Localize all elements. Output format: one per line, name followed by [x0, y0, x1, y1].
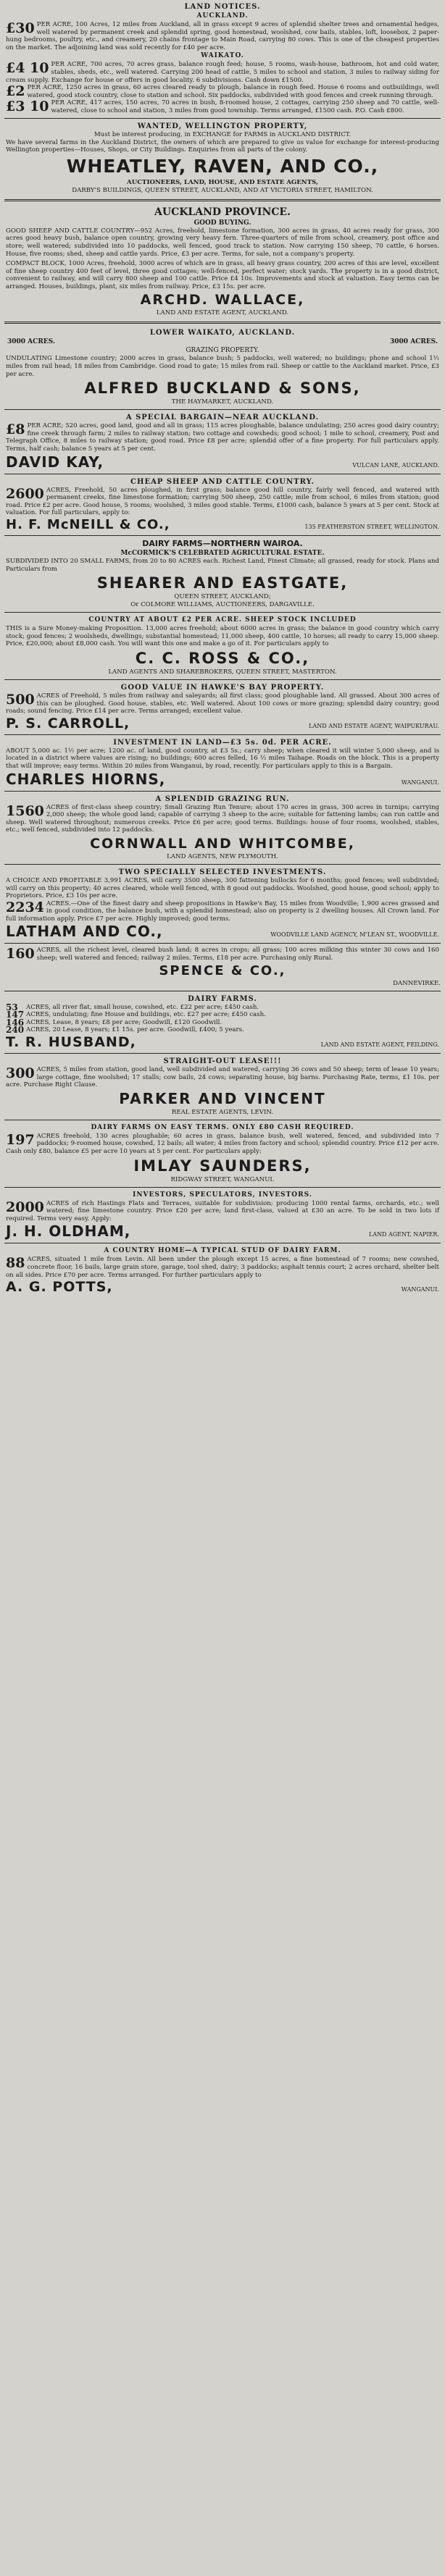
- oldham-addr: LAND AGENT, NAPIER.: [368, 1231, 439, 1238]
- dairy-list-header: DAIRY FARMS.: [188, 994, 257, 1003]
- shearer-sub2: Or COLMORE WILLIAMS, AUCTIONEERS, DARGAVILLE.: [130, 601, 315, 609]
- cornwall-firm: CORNWALL AND WHITCOMBE,: [90, 835, 355, 852]
- divider: [4, 943, 441, 944]
- imlay-firm: IMLAY SAUNDERS,: [133, 1157, 312, 1175]
- divider: [4, 734, 441, 735]
- hawkes-bay-acres: 500: [6, 691, 35, 708]
- kay-signature: [6, 453, 439, 471]
- hiorns-addr: WANGANUI.: [401, 779, 439, 786]
- potts-signature: [6, 1279, 439, 1295]
- land-ad-2-price: £4 10: [6, 60, 49, 77]
- two-investments-ad: 2234 ACRES.—One of the finest dairy and sheep propositions in Hawke's Bay, 15 miles from Woodville; 1,900 acres grassed and in good condition, the balance bush, with a splendid homestead; also on property is 2 dwelling houses. All Crown land. For full information apply. Price £7 per acre. Highly improved; good terms.: [6, 899, 439, 923]
- divider: [4, 791, 441, 792]
- divider: [4, 1053, 441, 1054]
- spence-firm: SPENCE & CO.,: [159, 962, 286, 978]
- divider: [4, 409, 441, 410]
- wallace-agent: ARCHD. WALLACE,: [140, 292, 305, 309]
- investors-ad: 2000 ACRES of rich Hastings Flats and Terraces, suitable for subdivision; producing 1000 rental farms, orchards, etc.; well watered; fine limestone country. Price £20 per acre; land first-class, valued at £30 an acre. To be sold in two lots if required. Terms very easy. Apply:: [6, 1199, 439, 1222]
- dairy-wairoa-text: SUBDIVIDED INTO 20 SMALL FARMS, from 20 to 80 ACRES each. Richest Land, Finest Climate; all grassed, ready for stock. Plans and Particulars from: [6, 558, 439, 573]
- dairy-list-item: 147 ACRES, undulating; fine House and buildings, etc. £27 per acre; £450 cash.: [6, 1010, 266, 1020]
- land-ad-3-price: £2: [6, 83, 25, 100]
- wheatley-addr: DARBY'S BUILDINGS, QUEEN STREET, AUCKLAND, AND AT VICTORIA STREET, HAMILTON.: [72, 186, 373, 194]
- hawkes-bay-ad: 500 ACRES of Freehold, 5 miles from railway and saleyards; all first class; good ploughable land. All grassed. About 300 acres of this can be ploughed. Good house, stables, etc. Well watered. About 100 cows or more grazing; splendid dairy country; good roads; sound fencing. Price £14 per acre. Terms arranged; excellent value.: [6, 691, 439, 716]
- province-ad-1: GOOD SHEEP AND CATTLE COUNTRY—952 Acres, freehold, limestone formation, 300 acres in grass, 40 acres ready for grass, 300 acres good heavy bush, balance open country, growing very heavy fern. Three-quarters of mile from school, creamery, post office and store; well watered; subdivided into 10 paddocks, well fenced, good track to station. Now carrying 150 sheep, 70 cattle, 6 horses. House, five rooms; shed, sheep and cattle yards. Price, £3 per acre. Terms, for sale, not a company's property.: [6, 227, 439, 258]
- mcneill-name: H. F. McNEILL & CO.,: [6, 517, 170, 532]
- wanted-text: We have several farms in the Auckland District, the owners of which are prepared to give us value for exchange for interest-producing Wellington properties—Houses, Shops, or City Buildings. Enquiries from all parts of the colony.: [6, 138, 439, 154]
- investment-header: INVESTMENT IN LAND—£3 5s. 0d. PER ACRE.: [113, 738, 332, 747]
- mcneill-signature: [6, 517, 439, 532]
- carroll-signature: [6, 716, 439, 731]
- straight-lease-acres: 300: [6, 1065, 35, 1082]
- ross-firm: C. C. ROSS & CO.,: [135, 649, 310, 667]
- divider: [4, 1187, 441, 1188]
- hiorns-signature: [6, 771, 439, 788]
- shearer-sub: QUEEN STREET, AUCKLAND;: [174, 593, 271, 601]
- easy-terms-acres: 197: [6, 1131, 35, 1148]
- divider: [4, 864, 441, 865]
- grazing-run-acres: 1560: [6, 802, 44, 819]
- latham-signature: [6, 923, 439, 940]
- wanted-title: WANTED, WELLINGTON PROPERTY,: [137, 122, 308, 130]
- richest-ad: 160 ACRES, all the richest level, cleared bush land; 8 acres in crops; all grass; 100 acres milking this winter 30 cows and 160 sheep; well watered and fenced; railway 2 miles. Terms, £18 per acre. Purchasing only Rural.: [6, 946, 439, 962]
- land-ad-2: £4 10 PER ACRE, 700 acres, 70 acres grass, balance rough feed; house, 5 rooms, wash-house, bathroom, hot and cold water, stables, sheds, etc., well watered. Carrying 200 head of cattle, 5 miles to school and station, 3 miles to railway siding for cream supply. Exchange for house or offers in good locality. 6 subdivisions. Cash down £1500.: [6, 60, 439, 84]
- easy-terms-ad: 197 ACRES freehold, 130 acres ploughable; 60 acres in grass, balance bush, well watered, fenced, and subdivided into 7 paddocks; 9-roomed house, cowshed, 12 bails; all water; 4 miles from factory and school; splendid country. Price £12 per acre. Cash only £80, balance £5 per acre 10 years at 5 per cent. For particulars apply:: [6, 1131, 439, 1155]
- buckland-firm: ALFRED BUCKLAND & SONS,: [84, 379, 361, 398]
- acres-right: 3000 ACRES.: [390, 338, 438, 346]
- land-ad-1-price: £30: [6, 20, 35, 36]
- dairy-list-item: 240 ACRES, 20 Lease, 8 years; £1 15s. per acre. Goodwill, £400; 5 years.: [6, 1025, 244, 1036]
- shearer-firm: SHEARER AND EASTGATE,: [96, 574, 349, 592]
- waikato-label: WAIKATO.: [201, 52, 244, 60]
- bargain-ad: £8 PER ACRE; 520 acres, good land, good and all in grass; 115 acres ploughable, balance undulating; 250 acres good dairy country; fine creek through farm; 2 miles to railway station; two cottage and cowsheds; good school; 1 mile to school, creamery, Post and Telegraph Office, 8 miles to railway station; good road. Price £8 per acre; splendid offer of a fine property. For full particulars apply. Terms, half cash; balance 5 years at 5 per cent.: [6, 421, 439, 453]
- dairy-list-item: 146 ACRES, Lease, 8 years; £8 per acre; Goodwill, £120 Goodwill.: [6, 1017, 222, 1028]
- husband-name: T. R. HUSBAND,: [6, 1034, 136, 1051]
- grazing-sub: GRAZING PROPERTY.: [186, 347, 259, 355]
- kay-name: DAVID KAY,: [6, 453, 104, 471]
- ross-sub: LAND AGENTS AND SHAREBROKERS, QUEEN STREET, MASTERTON.: [108, 668, 337, 676]
- parker-sub: REAL ESTATE AGENTS, LEVIN.: [171, 1108, 274, 1116]
- husband-signature: [6, 1034, 439, 1050]
- auckland-province-header: AUCKLAND PROVINCE.: [154, 206, 291, 218]
- land-ad-1: £30 PER ACRE, 100 Acres, 12 miles from Auckland, all in grass except 9 acres of splendid shelter trees and ornamental hedges, well watered by permanent creek and splendid spring, good homestead, woolshed, cow bails, stables, loft, loosebox, 2 paper-hung bedrooms, poultry, etc., and creamery, 20 chains frontage to Main Road, carrying 80 cows. This is one of the cheapest properties on the market. The adjoining land was sold recently for £40 per acre.: [6, 20, 439, 51]
- investors-header: INVESTORS, SPECULATORS, INVESTORS.: [133, 1191, 312, 1199]
- province-ad-2: COMPACT BLOCK, 1000 Acres, freehold, 3000 acres of which are in grass, all heavy grass country, 200 acres of this are level, excellent of fine sheep country 400 feet of level, three good cottages; well-fenced, perfect water; stock yards. The property is in a good district, convenient to railway, and will carry 800 sheep and 100 cattle. Price £4 10s. Improvements and stock at valuation. Easy terms can be arranged. Houses, buildings, plant, six miles from railway. Price, £3 15s. per acre.: [6, 260, 439, 290]
- land-ad-4-price: £3 10: [6, 98, 49, 115]
- divider: [4, 679, 441, 680]
- newspaper-page: [4, 2, 441, 2572]
- auckland-label: AUCKLAND.: [196, 12, 249, 20]
- country-two-header: COUNTRY AT ABOUT £2 PER ACRE. SHEEP STOCK INCLUDED: [88, 616, 357, 624]
- two-investments-text1: A CHOICE AND PROFITABLE 3,991 ACRES, will carry 3500 sheep, 300 fattening bullocks for 6 months; good fences; well subdivided; will carry on this property; 40 acres cleared, whole well fenced, with 8 good out paddocks. Woolshed, good house, good school; apply to Proprietors. Price, £3 10s per acre.: [6, 876, 439, 900]
- two-investments-header: TWO SPECIALLY SELECTED INVESTMENTS.: [118, 868, 327, 876]
- waikato-text: UNDULATING Limestone country; 2000 acres in grass, balance bush; 5 paddocks, well watered; no buildings; phone and school 1½ miles from rail head; 18 miles from Cambridge. Good road to gate; 15 miles from rail. Sheep or cattle to the Auckland market. Price, £3 per acre.: [6, 355, 439, 378]
- investors-acres: 2000: [6, 1199, 44, 1215]
- imlay-sub: RIDGWAY STREET, WANGANUI.: [170, 1175, 275, 1183]
- wheatley-firm: WHEATLEY, RAVEN, AND CO.,: [66, 155, 379, 177]
- straight-lease-ad: 300 ACRES, 5 miles from station, good land, well subdivided and watered, carrying 36 cows and 50 sheep; term of lease 10 years; large cottage, fine woolshed; 17 stalls; cow bails, 24 cows; separating house, big barns. Purchasing Rate, terms, £1 10s. per acre. Purchase Right Clause.: [6, 1065, 439, 1089]
- dairy-wairoa-header: DAIRY FARMS—NORTHERN WAIROA.: [142, 539, 303, 548]
- cheap-sheep-header: CHEAP SHEEP AND CATTLE COUNTRY.: [130, 477, 315, 486]
- carroll-name: P. S. CARROLL,: [6, 715, 130, 731]
- cornwall-sub: LAND AGENTS, NEW PLYMOUTH.: [167, 852, 278, 860]
- divider: [4, 612, 441, 613]
- dairy-list-item: 53 ACRES, all river flat, small house, cowshed, etc. £22 per acre; £450 cash.: [6, 1002, 259, 1012]
- richest-acres: 160: [6, 946, 35, 962]
- oldham-name: J. H. OLDHAM,: [6, 1222, 131, 1241]
- mcneill-addr: 135 FEATHERSTON STREET, WELLINGTON.: [304, 524, 439, 530]
- country-home-acres: 88: [6, 1255, 25, 1272]
- grazing-run-ad: 1560 ACRES of first-class sheep country; Small Grazing Run Tenure; about 170 acres in grass, 300 acres in turnips; carrying 2,000 sheep; the whole good land; capable of carrying 3 sheep to the acre; suitable for fattening lambs; can run cattle and sheep. Well watered throughout; numerous creeks. Price £6 per acre; good terms. Buildings: house of four rooms, woolshed, stables, etc.; well fenced, subdivided into 12 paddocks.: [6, 802, 439, 834]
- country-home-header: A COUNTRY HOME—A TYPICAL STUD OF DAIRY FARM.: [104, 1247, 341, 1255]
- divider: [4, 322, 441, 324]
- spence-sub: DANNEVIRKE.: [393, 979, 441, 987]
- hiorns-name: CHARLES HIORNS,: [6, 770, 166, 788]
- latham-name: LATHAM AND CO.,: [6, 923, 163, 941]
- acres-row: [7, 337, 438, 346]
- good-buying-sub: GOOD BUYING.: [194, 219, 251, 227]
- investment-text: ABOUT 5,000 ac. 1½ per acre; 1200 ac. of land, good country, at £3 5s.; carry sheep; when cleared it will winter 5,000 sheep, and is located in a district where values are rising; no buildings; 600 acres felled, 16 ½ miles Taihape. Roads on the block. This is a property that will improve; easy terms. Within 20 miles from Wanganui, by road, recently. For particulars apply to this is a Bargain.: [6, 747, 439, 770]
- wanted-sub: Must be interest producing, in EXCHANGE for FARMS in AUCKLAND DISTRICT.: [93, 130, 352, 138]
- buckland-sub: THE HAYMARKET, AUCKLAND.: [171, 398, 274, 406]
- land-notices-header: LAND NOTICES.: [184, 3, 261, 11]
- divider: [4, 199, 441, 201]
- hawkes-bay-header: GOOD VALUE IN HAWKE'S BAY PROPERTY.: [120, 683, 325, 692]
- country-home-ad: 88 ACRES, situated 1 mile from Levin. All been under the plough except 15 acres, a fine homestead of 7 rooms; new cowshed, concrete floor, 16 bails, large grain store, garage, tool shed, dairy; 3 paddocks; asphalt tennis court; 2 acres orchard, shelter belt on all sides. Price £70 per acre. Terms arranged. For further particulars apply to: [6, 1255, 439, 1279]
- latham-addr: WOODVILLE LAND AGENCY, M'LEAN ST., WOODVILLE.: [270, 931, 439, 939]
- parker-firm: PARKER AND VINCENT: [119, 1089, 326, 1107]
- straight-lease-header: STRAIGHT-OUT LEASE!!!: [163, 1057, 282, 1066]
- potts-addr: WANGANUI.: [401, 1286, 439, 1293]
- bargain-price: £8: [6, 421, 25, 438]
- easy-terms-header: DAIRY FARMS ON EASY TERMS. ONLY £80 CASH REQUIRED.: [91, 1123, 354, 1131]
- country-two-text: THIS is a Sure Money-making Proposition. 13,000 acres freehold; about 6000 acres in grass; the balance in good country which carry stock; good fences; 2 woolsheds, dwellings; substantial homestead; 11,000 sheep, 400 cattle, 10 horses; all ready to carry 15,000 sheep. Price, £20,000; about £8,000 cash. You will want this one and make a go of it. For particulars apply to: [6, 625, 439, 648]
- husband-addr: LAND AND ESTATE AGENT, FEILDING.: [320, 1041, 439, 1049]
- acres-left: 3000 ACRES.: [7, 338, 55, 346]
- wallace-sub: LAND AND ESTATE AGENT, AUCKLAND.: [156, 309, 289, 317]
- carroll-addr: LAND AND ESTATE AGENT, WAIPUKURAU.: [309, 722, 439, 729]
- potts-name: A. G. POTTS,: [6, 1279, 113, 1296]
- grazing-run-header: A SPLENDID GRAZING RUN.: [155, 794, 290, 803]
- land-ad-4: £3 10 PER ACRE, 417 acres, 150 acres, 70 acres in bush, 8-roomed house, 2 cottages, carrying 250 sheep and 70 cattle, well-watered, close to school and station, 3 miles from good township. Terms arranged, £1500 cash. P.O. Cash £800.: [6, 98, 439, 115]
- oldham-signature: [6, 1222, 439, 1240]
- cheap-sheep-ad: 2600 ACRES, Freehold, 50 acres ploughed, in first grass; balance good hill country, fairly well fenced, and watered with permanent creeks, fine limestone formation; carrying 500 sheep, 250 cattle; mile from school, 6 miles from station; good road. Price £2 per acre. Good house, 5 rooms; woolshed, 3 miles good stable. Terms, £1000 cash, balance 5 years at 5 per cent. Stock at valuation. For full particulars, apply to:: [6, 485, 439, 517]
- kay-addr: VULCAN LANE, AUCKLAND.: [352, 461, 439, 469]
- cheap-sheep-acres: 2600: [6, 485, 44, 502]
- divider: [4, 118, 441, 119]
- bargain-header: A SPECIAL BARGAIN—NEAR AUCKLAND.: [125, 414, 320, 422]
- divider: [4, 535, 441, 536]
- land-ad-3: £2 PER ACRE, 1250 acres in grass, 60 acres cleared ready to plough, balance in rough feed. House 6 rooms and outbuildings, well watered, good stock country, close to station and school. Six paddocks, subdivided with good fences and creek running through.: [6, 83, 439, 100]
- wheatley-sub: AUCTIONEERS, LAND, HOUSE, AND ESTATE AGENTS,: [127, 178, 318, 186]
- lower-waikato-header: LOWER WAIKATO, AUCKLAND.: [149, 329, 296, 337]
- mccormick-sub: McCORMICK'S CELEBRATED AGRICULTURAL ESTATE.: [120, 550, 325, 557]
- two-investments-acres: 2234: [6, 899, 44, 915]
